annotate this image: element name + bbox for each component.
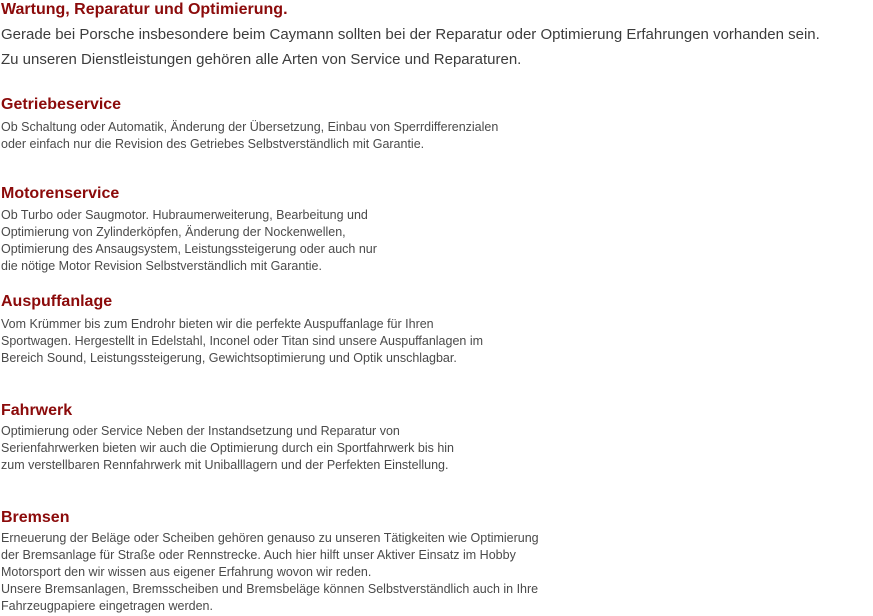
body-line: oder einfach nur die Revision des Getriebes Selbstverständlich mit Garantie. [1, 137, 425, 151]
body-line: Optimierung oder Service Neben der Instandsetzung und Reparatur von [1, 424, 400, 438]
body-line: Fahrzeugpapiere eingetragen werden. [1, 599, 213, 613]
body-line: die nötige Motor Revision Selbstverständlich mit Garantie. [1, 259, 322, 273]
section-body-bremsen [1, 530, 539, 615]
body-line: Optimierung von Zylinderköpfen, Änderung der Nockenwellen, [1, 225, 346, 239]
page-title: Wartung, Reparatur und Optimierung. [1, 1, 288, 18]
section-body-auspuffanlage [1, 316, 483, 367]
section-body-fahrwerk [1, 423, 454, 474]
body-line: Ob Schaltung oder Automatik, Änderung der Übersetzung, Einbau von Sperrdifferenzialen [1, 120, 499, 134]
body-line: Vom Krümmer bis zum Endrohr bieten wir die perfekte Auspuffanlage für Ihren [1, 317, 434, 331]
section-heading-fahrwerk: Fahrwerk [1, 402, 73, 419]
body-line: zum verstellbaren Rennfahrwerk mit Uniballlagern und der Perfekten Einstellung. [1, 458, 449, 472]
intro-line: Gerade bei Porsche insbesondere beim Caymann sollten bei der Reparatur oder Optimierung Erfahrungen vorhanden sein. [1, 26, 820, 43]
body-line: Erneuerung der Beläge oder Scheiben gehören genauso zu unseren Tätigkeiten wie Optimierung [1, 531, 539, 545]
section-body-getriebeservice [1, 119, 498, 153]
body-line: Serienfahrwerken bieten wir auch die Optimierung durch ein Sportfahrwerk bis hin [1, 441, 455, 455]
body-line: Bereich Sound, Leistungssteigerung, Gewichtsoptimierung und Optik unschlagbar. [1, 351, 457, 365]
section-heading-bremsen: Bremsen [1, 509, 70, 526]
body-line: Motorsport den wir wissen aus eigener Erfahrung wovon wir reden. [1, 565, 372, 579]
section-heading-getriebeservice: Getriebeservice [1, 96, 122, 113]
section-body-motorenservice [1, 207, 377, 275]
body-line: Unsere Bremsanlagen, Bremsscheiben und Bremsbeläge können Selbstverständlich auch in Ihre [1, 582, 539, 596]
body-line: der Bremsanlage für Straße oder Rennstrecke. Auch hier hilft unser Aktiver Einsatz im Hobby [1, 548, 516, 562]
section-heading-motorenservice: Motorenservice [1, 185, 120, 202]
body-line: Sportwagen. Hergestellt in Edelstahl, Inconel oder Titan sind unsere Auspuffanlagen im [1, 334, 484, 348]
body-line: Optimierung des Ansaugsystem, Leistungssteigerung oder auch nur [1, 242, 377, 256]
intro-line: Zu unseren Dienstleistungen gehören alle Arten von Service und Reparaturen. [1, 51, 522, 68]
body-line: Ob Turbo oder Saugmotor. Hubraumerweiterung, Bearbeitung und [1, 208, 368, 222]
section-heading-auspuffanlage: Auspuffanlage [1, 293, 113, 310]
